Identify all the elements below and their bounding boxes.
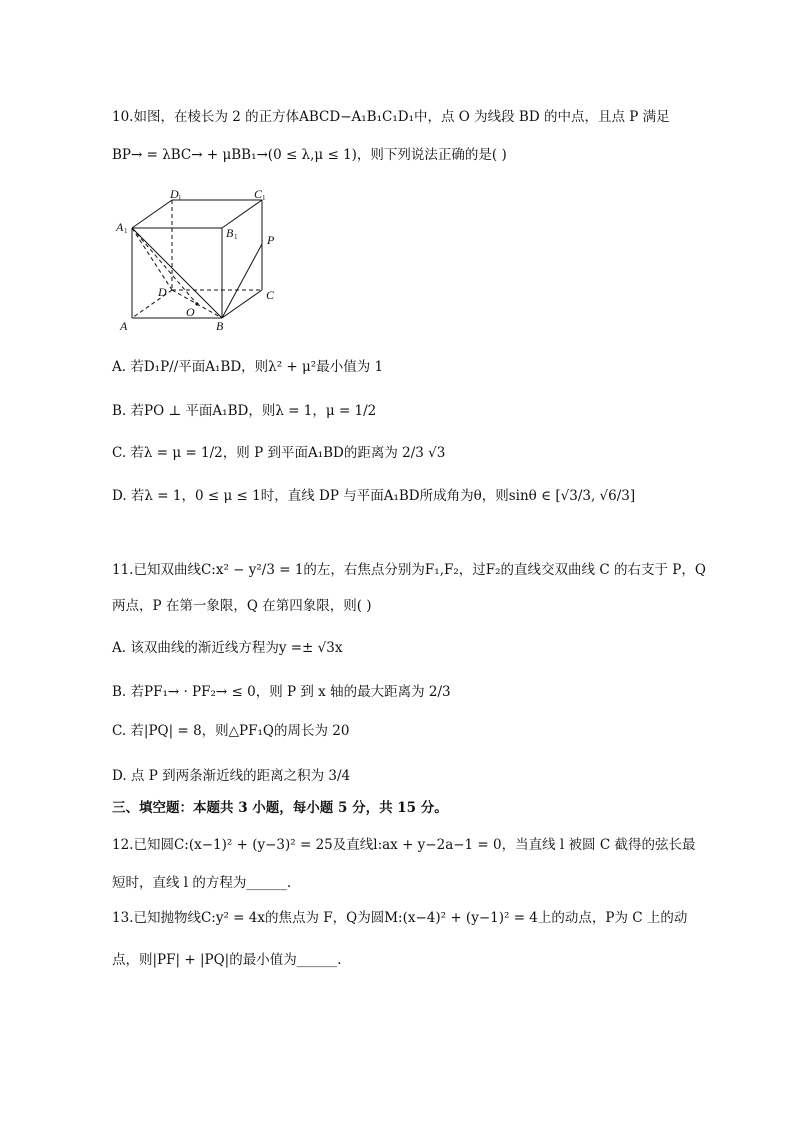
q10-option-b: B. 若PO ⊥ 平面A₁BD，则λ = 1，μ = 1/2 — [112, 403, 377, 419]
q10-option-a: A. 若D₁P//平面A₁BD，则λ² + μ²最小值为 1 — [112, 359, 384, 375]
section-heading: 三、填空题：本题共 3 小题，每小题 5 分，共 15 分。 — [112, 800, 448, 816]
q12-line1: 12.已知圆C:(x−1)² + (y−3)² = 25及直线l:ax + y−2a−1 = 0，当直线 l 被圆 C 截得的弦长最 — [112, 837, 696, 853]
label-A1: A — [116, 220, 124, 234]
q11-option-c: C. 若|PQ| = 8，则△PF₁Q的周长为 20 — [112, 723, 350, 739]
q10-stem-line2: BP→ = λBC→ + μBB₁→(0 ≤ λ,μ ≤ 1)，则下列说法正确的是( ) — [112, 147, 507, 163]
label-C1: C — [254, 187, 263, 201]
q12-line2: 短时，直线 l 的方程为______. — [112, 875, 292, 891]
label-A1-sub: 1 — [124, 227, 128, 235]
q13-line2: 点，则|PF| + |PQ|的最小值为______. — [112, 952, 342, 968]
label-C: C — [266, 288, 275, 302]
label-P: P — [267, 233, 275, 247]
q10-option-c: C. 若λ = μ = 1/2，则 P 到平面A₁BD的距离为 2/3 √3 — [112, 445, 446, 461]
label-O: O — [186, 305, 195, 319]
q11-option-b: B. 若PF₁→ · PF₂→ ≤ 0，则 P 到 x 轴的最大距离为 2/3 — [112, 684, 451, 700]
q11-option-d: D. 点 P 到两条渐近线的距离之积为 3/4 — [112, 768, 351, 784]
label-D1: D — [170, 187, 179, 201]
label-D: D — [158, 285, 167, 299]
q11-stem-line1: 11.已知双曲线C:x² − y²/3 = 1的左，右焦点分别为F₁,F₂，过F₂的直线交双曲线 C 的右支于 P，Q — [112, 562, 706, 578]
q10-stem-line1: 10.如图，在棱长为 2 的正方体ABCD−A₁B₁C₁D₁中，点 O 为线段 BD 的中点，且点 P 满足 — [112, 109, 670, 125]
cube-figure — [112, 186, 282, 336]
q13-line1: 13.已知抛物线C:y² = 4x的焦点为 F，Q为圆M:(x−4)² + (y−1)² = 4上的动点，P为 C 上的动 — [112, 910, 688, 926]
label-D1-sub: 1 — [178, 194, 182, 202]
q11-stem-line2: 两点，P 在第一象限，Q 在第四象限，则( ) — [112, 598, 372, 614]
q11-option-a: A. 该双曲线的渐近线方程为y =± √3x — [112, 640, 343, 656]
q10-option-d: D. 若λ = 1，0 ≤ μ ≤ 1时，直线 DP 与平面A₁BD所成角为θ，则sinθ ∈ [√3/3, √6/3] — [112, 488, 636, 504]
label-B: B — [216, 319, 224, 333]
label-A: A — [120, 319, 128, 333]
label-B1-sub: 1 — [234, 233, 238, 241]
label-C1-sub: 1 — [262, 194, 266, 202]
label-B1: B — [226, 226, 234, 240]
